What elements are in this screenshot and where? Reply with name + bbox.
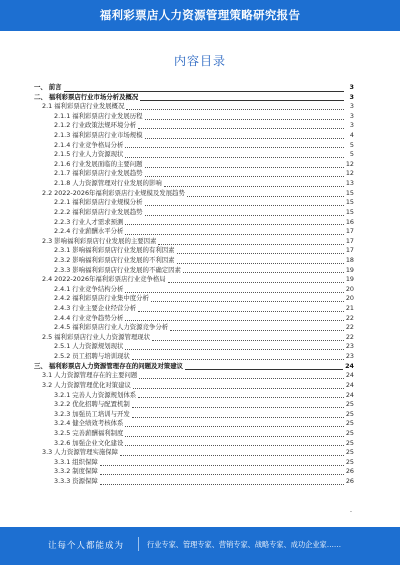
toc-leader-dots — [125, 319, 343, 321]
toc-entry-number: 3.2 — [42, 380, 53, 389]
toc-leader-dots — [170, 329, 344, 331]
toc-entry-page: 17 — [345, 236, 354, 245]
toc-entry-title: 人力资源规划现状 — [72, 342, 124, 351]
toc-entry-number: 3.3.1 — [54, 457, 71, 466]
toc-heading: 内容目录 — [173, 54, 226, 68]
toc-entry-page: 18 — [345, 255, 354, 264]
toc-entry-number: 3.1 — [42, 371, 53, 380]
toc-entry-title: 行业薪酬水平分析 — [72, 227, 124, 236]
document-title: 福利彩票店人力资源管理策略研究报告 — [99, 8, 301, 22]
toc-entry[interactable] — [34, 266, 354, 276]
toc-entry[interactable] — [34, 246, 354, 256]
toc-entry-title: 福利彩票店行业规模分析 — [72, 198, 143, 207]
toc-entry-title: 人力资源管理实施保障 — [54, 448, 119, 457]
toc-entry-page: 3 — [349, 111, 354, 120]
toc-entry-title: 加强企业文化建设 — [72, 438, 124, 447]
toc-leader-dots — [145, 166, 344, 168]
toc-entry[interactable] — [34, 93, 354, 103]
toc-entry-title: 影响福利彩票店行业发展的不利因素 — [72, 255, 175, 264]
toc-entry-page: 12 — [345, 169, 354, 178]
toc-entry-title: 行业竞争结构分析 — [72, 284, 124, 293]
toc-entry[interactable] — [34, 371, 354, 381]
toc-leader-dots — [185, 368, 343, 370]
toc-leader-dots — [164, 185, 344, 187]
toc-leader-dots — [168, 281, 344, 283]
toc-leader-dots — [125, 156, 344, 158]
toc-entry-title: 完善薪酬福利制度 — [72, 428, 124, 437]
toc-entry-page: 24 — [345, 361, 354, 370]
toc-entry-page: 5 — [349, 140, 354, 149]
toc-entry-number: 2.3.1 — [54, 246, 71, 255]
toc-entry-number: 二、 — [34, 92, 47, 101]
toc-leader-dots — [145, 137, 344, 139]
toc-leader-dots — [125, 348, 343, 350]
toc-entry-number: 2.1.2 — [54, 121, 71, 130]
toc-entry[interactable] — [34, 314, 354, 324]
toc-entry[interactable] — [34, 150, 354, 160]
toc-entry-number: 3.3.2 — [54, 467, 71, 476]
toc-entry[interactable] — [34, 419, 354, 429]
toc-entry-number: 2.2 — [42, 188, 53, 197]
toc-entry-page: 22 — [345, 323, 354, 332]
toc-entry-title: 福利彩票店行业人力资源竞争分析 — [72, 323, 169, 332]
toc-entry-page: 16 — [345, 217, 354, 226]
toc-entry-page: 25 — [345, 438, 354, 447]
toc-entry-number: 2.2.1 — [54, 198, 71, 207]
toc-entry-number: 2.3 — [42, 236, 53, 245]
toc-leader-dots — [177, 252, 344, 254]
toc-entry-number: 3.2.3 — [54, 409, 71, 418]
toc-entry[interactable] — [34, 429, 354, 439]
toc-entry-page: 26 — [345, 467, 354, 476]
toc-entry[interactable] — [34, 83, 354, 93]
toc-entry-number: 2.1.6 — [54, 159, 71, 168]
toc-entry-title: 行业人力资源现状 — [72, 150, 124, 159]
toc-entry-title: 行业政策法规环境分析 — [72, 121, 137, 130]
toc-entry-title: 前言 — [48, 83, 62, 91]
toc-entry-number: 2.4.4 — [54, 313, 71, 322]
toc-entry-title: 加强员工培训与开发 — [72, 409, 130, 418]
toc-entry-title: 影响福利彩票店行业发展的有利因素 — [72, 246, 175, 255]
footer-slogan-right: 行业专家、管理专家、营销专家、战略专家、成功企业家…… — [147, 540, 342, 549]
toc-entry-title: 优化招聘与配置机制 — [72, 400, 130, 409]
toc-entry-title: 行业发展面临的主要问题 — [72, 159, 143, 168]
toc-entry[interactable] — [34, 342, 354, 352]
toc-entry[interactable] — [34, 275, 354, 285]
toc-entry[interactable] — [34, 362, 354, 372]
toc-entry-number: 3.2.4 — [54, 419, 71, 428]
toc-leader-dots — [152, 339, 344, 341]
toc-entry[interactable] — [34, 400, 354, 410]
toc-entry-page: 15 — [345, 198, 354, 207]
toc-entry-title: 福利彩票店行业市场分析及概况 — [48, 92, 139, 101]
toc-entry-number: 2.4.2 — [54, 294, 71, 303]
toc-entry-page: 17 — [345, 246, 354, 255]
toc-entry-page: 25 — [345, 409, 354, 418]
toc-entry-number: 2.5 — [42, 332, 53, 341]
toc-leader-dots — [100, 473, 344, 475]
toc-entry-number: 2.4.1 — [54, 284, 71, 293]
footer-banner — [0, 527, 400, 565]
header-bar — [0, 0, 400, 31]
toc-entry-number: 2.1.4 — [54, 140, 71, 149]
toc-entry[interactable] — [34, 294, 354, 304]
toc-entry-number: 3.2.6 — [54, 438, 71, 447]
toc-leader-dots — [145, 214, 344, 216]
toc-leader-dots — [125, 233, 343, 235]
toc-leader-dots — [100, 483, 344, 485]
toc-entry-number: 2.5.1 — [54, 342, 71, 351]
toc-leader-dots — [125, 435, 343, 437]
table-of-contents — [34, 83, 354, 487]
toc-entry-title: 福利彩票店人力资源管理存在的问题及对策建议 — [48, 361, 183, 370]
toc-entry[interactable] — [34, 227, 354, 237]
toc-entry-page: 25 — [345, 400, 354, 409]
toc-leader-dots — [125, 291, 343, 293]
toc-entry-page: 5 — [349, 150, 354, 159]
toc-entry[interactable] — [34, 198, 354, 208]
toc-leader-dots — [140, 99, 344, 101]
toc-entry[interactable] — [34, 256, 354, 266]
toc-entry-page: 25 — [345, 457, 354, 466]
toc-entry[interactable] — [34, 121, 354, 131]
toc-entry-title: 行业竞争格局分析 — [72, 140, 124, 149]
toc-leader-dots — [138, 396, 344, 398]
toc-entry-title: 人力资源管理对行业发展的影响 — [72, 179, 162, 188]
toc-entry-page: 25 — [345, 448, 354, 457]
toc-entry-page: 15 — [345, 188, 354, 197]
toc-leader-dots — [145, 118, 344, 120]
toc-leader-dots — [132, 406, 344, 408]
toc-leader-dots — [125, 223, 343, 225]
toc-entry-title: 组织保障 — [72, 457, 98, 466]
toc-entry-page: 23 — [345, 352, 354, 361]
toc-entry[interactable] — [34, 179, 354, 189]
toc-entry-page: 3 — [349, 121, 354, 130]
toc-entry-page: 12 — [345, 159, 354, 168]
toc-entry-title: 人力资源管理优化对策建议 — [54, 380, 131, 389]
toc-entry[interactable] — [34, 285, 354, 295]
toc-entry-number: 2.1.1 — [54, 111, 71, 120]
toc-entry[interactable] — [34, 323, 354, 333]
toc-entry-page: 15 — [345, 207, 354, 216]
toc-entry-page: 25 — [345, 419, 354, 428]
toc-entry-title: 人力资源管理存在的主要问题 — [54, 371, 138, 380]
toc-entry-number: 2.5.2 — [54, 352, 71, 361]
toc-entry[interactable] — [34, 131, 354, 141]
toc-entry[interactable] — [34, 458, 354, 468]
toc-entry[interactable] — [34, 112, 354, 122]
toc-entry-page: 22 — [345, 332, 354, 341]
toc-entry[interactable] — [34, 333, 354, 343]
toc-entry-number: 3.2.2 — [54, 400, 71, 409]
toc-entry-number: 2.2.4 — [54, 227, 71, 236]
toc-entry-number: 2.2.3 — [54, 217, 71, 226]
toc-entry-page: 24 — [345, 371, 354, 380]
toc-entry-page: 20 — [345, 284, 354, 293]
toc-leader-dots — [125, 146, 344, 148]
toc-leader-dots — [126, 108, 344, 110]
toc-leader-dots — [139, 377, 344, 379]
toc-entry-title: 健全绩效考核体系 — [72, 419, 124, 428]
toc-leader-dots — [132, 358, 344, 360]
toc-leader-dots — [138, 127, 344, 129]
toc-entry-page: 17 — [345, 227, 354, 236]
toc-entry-number: 2.3.3 — [54, 265, 71, 274]
toc-leader-dots — [133, 387, 344, 389]
toc-entry[interactable] — [34, 102, 354, 112]
toc-entry[interactable] — [34, 467, 354, 477]
toc-entry-title: 福利彩票店行业发展历程 — [72, 111, 143, 120]
toc-entry[interactable] — [34, 477, 354, 487]
toc-entry-number: 3.2.5 — [54, 428, 71, 437]
toc-entry-number: 3.3 — [42, 448, 53, 457]
toc-entry[interactable] — [34, 218, 354, 228]
toc-leader-dots — [125, 444, 343, 446]
toc-leader-dots — [145, 175, 344, 177]
toc-entry-title: 福利彩票店行业发展概况 — [54, 102, 125, 111]
toc-entry-page: 3 — [349, 92, 354, 101]
toc-leader-dots — [120, 454, 344, 456]
toc-entry-title: 福利彩票店行业发展趋势 — [72, 207, 143, 216]
toc-entry[interactable] — [34, 439, 354, 449]
toc-entry-title: 福利彩票店行业市场规模 — [72, 131, 143, 140]
toc-entry-title: 行业竞争趋势分析 — [72, 313, 124, 322]
toc-entry-number: 2.4 — [42, 275, 53, 284]
toc-entry-title: 福利彩票店行业集中度分析 — [72, 294, 149, 303]
toc-entry-page: 24 — [345, 390, 354, 399]
toc-entry[interactable] — [34, 208, 354, 218]
toc-entry-title: 影响福利彩票店行业发展的不确定因素 — [72, 265, 181, 274]
toc-entry-page: 13 — [345, 179, 354, 188]
toc-entry-number: 2.2.2 — [54, 207, 71, 216]
toc-entry-title: 员工招聘与培训现状 — [72, 352, 130, 361]
toc-entry-number: 2.1.5 — [54, 150, 71, 159]
toc-leader-dots — [100, 464, 344, 466]
toc-entry-title: 行业人才需求预测 — [72, 217, 124, 226]
toc-entry[interactable] — [34, 141, 354, 151]
toc-leader-dots — [187, 195, 344, 197]
toc-entry[interactable] — [34, 304, 354, 314]
toc-entry[interactable] — [34, 189, 354, 199]
toc-entry[interactable] — [34, 169, 354, 179]
toc-entry-page: 23 — [345, 342, 354, 351]
toc-entry-page: 25 — [345, 428, 354, 437]
page-marker: - — [349, 508, 352, 515]
toc-entry-page: 3 — [349, 83, 354, 91]
toc-entry[interactable] — [34, 237, 354, 247]
toc-entry-page: 19 — [345, 265, 354, 274]
toc-leader-dots — [151, 300, 344, 302]
footer-slogan-left: 让每个人都能成为 — [48, 541, 125, 551]
toc-entry-page: 21 — [345, 304, 354, 313]
toc-entry-number: 2.3.2 — [54, 255, 71, 264]
toc-leader-dots — [64, 90, 344, 92]
toc-entry[interactable] — [34, 381, 354, 391]
footer-divider — [138, 537, 139, 551]
toc-entry-page: 26 — [345, 476, 354, 485]
toc-entry-title: 完善人力资源规划体系 — [72, 390, 137, 399]
toc-entry-title: 福利彩票店行业发展趋势 — [72, 169, 143, 178]
toc-entry-title: 制度保障 — [72, 467, 98, 476]
toc-entry-number: 三、 — [34, 361, 47, 370]
toc-entry-page: 20 — [345, 294, 354, 303]
toc-entry-number: 3.3.3 — [54, 476, 71, 485]
toc-entry-title: 行业主要企业经营分析 — [72, 304, 137, 313]
toc-entry-number: 2.4.5 — [54, 323, 71, 332]
toc-entry-page: 22 — [345, 313, 354, 322]
toc-entry-page: 24 — [345, 380, 354, 389]
toc-entry[interactable] — [34, 352, 354, 362]
toc-entry[interactable] — [34, 391, 354, 401]
toc-entry-title: 资源保障 — [72, 476, 98, 485]
toc-entry-number: 2.1.8 — [54, 179, 71, 188]
toc-entry[interactable] — [34, 410, 354, 420]
toc-entry-number: 2.4.3 — [54, 304, 71, 313]
toc-entry-page: 4 — [349, 131, 354, 140]
toc-leader-dots — [177, 262, 344, 264]
toc-leader-dots — [132, 416, 344, 418]
toc-entry-number: 3.2.1 — [54, 390, 71, 399]
toc-entry-title: 2022-2026年福利彩票店行业竞争格局 — [54, 275, 166, 284]
toc-entry-title: 福利彩票店行业人力资源管理现状 — [54, 332, 151, 341]
toc-leader-dots — [125, 425, 343, 427]
toc-entry-number: 2.1.3 — [54, 131, 71, 140]
toc-leader-dots — [183, 271, 344, 273]
toc-leader-dots — [158, 243, 343, 245]
toc-entry-number: 2.1.7 — [54, 169, 71, 178]
toc-entry-page: 3 — [349, 102, 354, 111]
toc-entry-number: 2.1 — [42, 102, 53, 111]
toc-entry[interactable] — [34, 448, 354, 458]
toc-entry-title: 2022-2026年福利彩票店行业规模及发展趋势 — [54, 188, 185, 197]
toc-leader-dots — [145, 204, 344, 206]
toc-entry-number: 一、 — [34, 83, 47, 91]
toc-leader-dots — [138, 310, 344, 312]
toc-entry-page: 19 — [345, 275, 354, 284]
toc-entry-title: 影响福利彩票店行业发展的主要因素 — [54, 236, 157, 245]
